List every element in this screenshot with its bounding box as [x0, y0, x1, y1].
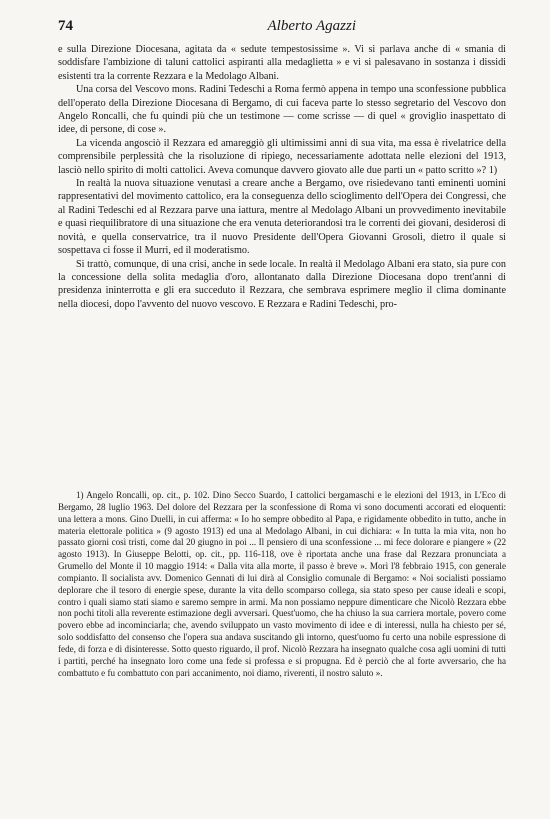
footnotes	[58, 490, 506, 680]
page-header	[58, 18, 506, 35]
footnote: 1) Angelo Roncalli, op. cit., p. 102. Dino Secco Suardo, I cattolici bergamaschi e le elezioni del 1913, in L'Eco di Bergamo, 28 luglio 1963. Del dolore del Rezzara per la sconfessione di Roma vi sono documenti accorati ed eloquenti: una lettera a mons. Gino Duelli, in cui afferma: « Io ho sempre obbedito al Papa, e rigidamente obbedito in tutto, anche in materia elettorale politica » (9 agosto 1913) ed una al Medolago Albani, in cui dichiara: « In tutta la mia vita, non ho passato giorni così tristi, come dal 20 giugno in poi ... Il pensiero di una sconfessione ... mi fece dolorare e piangere » (22 agosto 1913). In Giuseppe Belotti, op. cit., pp. 116-118, ove è riportata anche una frase dal Rezzara pronunciata a Grumello del Monte il 10 maggio 1914: « Dalla vita alla morte, il passo è breve ». Morì l'8 febbraio 1915, con generale compianto. Il socialista avv. Domenico Gennati di lui dirà al Consiglio comunale di Bergamo: « Noi socialisti possiamo deplorare che il tesoro di energie spese, durante la vita dello scomparso collega, sia stato speso per cause ideali e scopi, contro i quali siamo stati siamo e saremo sempre in armi. Ma non possiamo neppure dimenticare che Nicolò Rezzara ebbe non pochi titoli alla reverente estimazione degli avversari. Quest'uomo, che ha chiuso la sua carriera mortale, povero come povero ebbe ad incominciarla; che, avendo sviluppato un vasto movimento di idee e di interessi, nulla ha chiesto per sé, solo soddisfatto del consenso che l'opera sua andava suscitando gli intorno, quest'uomo fu certo una nobile espressione di fede, di forza e di disinteresse. Sotto questo riguardo, il prof. Nicolò Rezzara ha insegnato qualche cosa agli uomini di tutti i partiti, perché ha insegnato loro come una fede si professa e si propugna. Ed è perciò che al forte avversario, che ha combattuto e fu combattuto con pari accanimento, noi diamo, riverenti, il nostro saluto ».	[58, 490, 506, 678]
paragraph: In realtà la nuova situazione venutasi a creare anche a Bergamo, ove risiedevano tanti eminenti uomini rappresentativi del movimento cattolico, era la conseguenza dello scioglimento dell'Opera dei Congressi, che al Radini Tedeschi ed al Rezzara parve una iattura, mentre al Medolago Albani un provvedimento inevitabile e quasi riequilibratore di una situazione che era venuta deteriorandosi tra le correnti dei giovani, desiderosi di novità, e quella conservatrice, tra il nuovo Presidente dell'Opera Giovanni Grosoli, dietro il quale si sospettava ci fosse il Murri, ed il moderatismo.	[58, 178, 506, 257]
page-number: 74	[58, 18, 73, 34]
paragraph: La vicenda angosciò il Rezzara ed amareggiò gli ultimissimi anni di sua vita, ma essa è rivelatrice della comprensibile perplessità che la risoluzione di ripiego, necessariamente adottata nelle elezioni del 1913, lasciò nello spirito di molti cattolici. Aveva comunque davvero giovato alle due parti un « patto scritto »? 1)	[58, 137, 506, 176]
running-title: Alberto Agazzi	[267, 18, 356, 34]
main-text	[58, 43, 506, 311]
paragraph: e sulla Direzione Diocesana, agitata da « sedute tempestosissime ». Vi si parlava anche di « smania di soddisfare l'ambizione di taluni cattolici aspiranti alla medaglietta » e vi si palesavano in sostanza i dissidi esistenti tra la corrente Rezzara e la Medolago Albani.	[58, 44, 506, 82]
paragraph: Una corsa del Vescovo mons. Radini Tedeschi a Roma fermò appena in tempo una sconfessione pubblica dell'operato della Direzione Diocesana di Bergamo, di cui faceva parte lo stesso segretario del Vescovo don Angelo Roncalli, che fu quindi più che un testimone — come scrisse — di quel « groviglio inaspettato di idee, di persone, di cose ».	[58, 84, 506, 136]
paragraph: Si trattò, comunque, di una crisi, anche in sede locale. In realtà il Medolago Albani era stato, sia pure con la concessione della solita medaglia d'oro, allontanato dalla Direzione Diocesana dopo trent'anni di presidenza ininterrotta e gli era succeduto il Rezzara, che sembrava esprimere meglio il clima dominante nella diocesi, dopo l'avvento del nuovo vescovo. E Rezzara e Radini Tedeschi, pro-	[58, 258, 506, 310]
